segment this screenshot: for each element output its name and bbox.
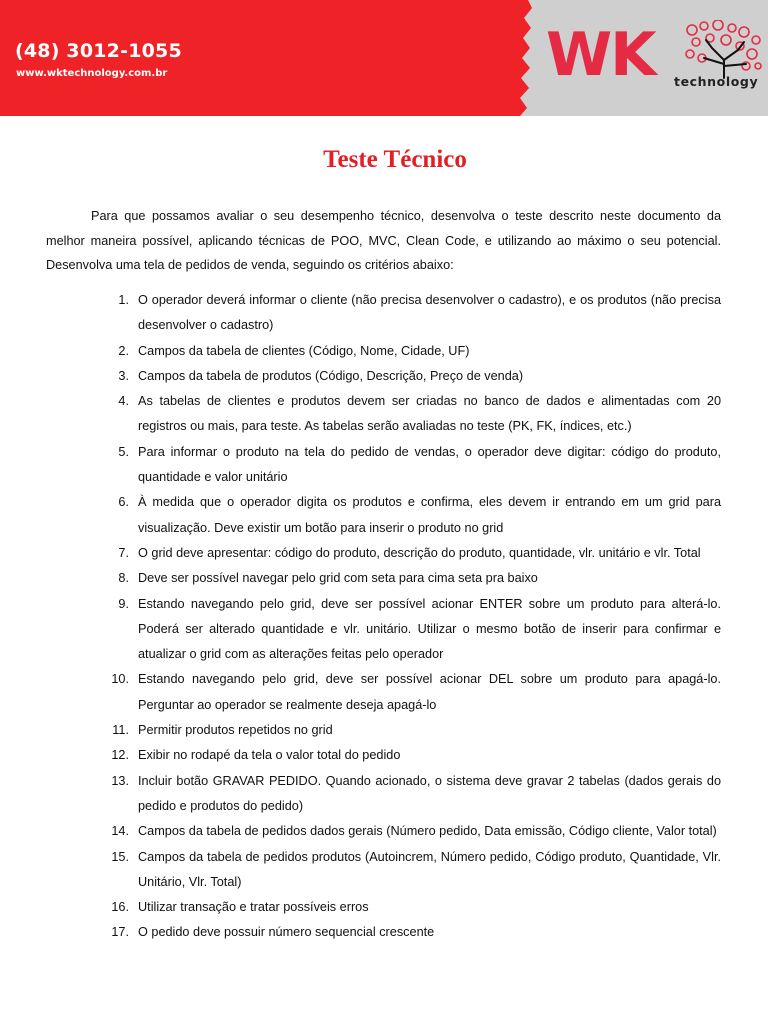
- item-number: 10.: [111, 672, 129, 687]
- item-text: O operador deverá informar o cliente (não precisa desenvolver o cadastro), e os produtos (não precisa desenvolver o cadastro): [138, 293, 721, 333]
- item-number: 9.: [118, 596, 129, 611]
- item-text: Para informar o produto na tela do pedido de vendas, o operador deve digitar: código do produto, quantidade e valor unitário: [138, 444, 721, 485]
- company-logo: [542, 20, 764, 100]
- item-number: 2.: [118, 343, 129, 358]
- document-title: Teste Técnico: [323, 146, 467, 173]
- item-text: Permitir produtos repetidos no grid: [138, 723, 333, 738]
- item-number: 5.: [118, 444, 129, 459]
- list-item: [101, 440, 721, 491]
- item-number: 3.: [118, 368, 129, 383]
- item-number: 4.: [118, 394, 129, 409]
- list-item: [101, 288, 721, 339]
- item-number: 13.: [111, 773, 129, 788]
- item-text: Utilizar transação e tratar possíveis erros: [138, 900, 369, 915]
- item-text: Campos da tabela de clientes (Código, Nome, Cidade, UF): [138, 343, 470, 358]
- list-item: [101, 490, 721, 541]
- list-item: [101, 339, 721, 364]
- item-text: O grid deve apresentar: código do produto, descrição do produto, quantidade, vlr. unitário e vlr. Total: [138, 545, 701, 560]
- item-number: 14.: [111, 824, 129, 839]
- intro-text: Para que possamos avaliar o seu desempenho técnico, desenvolva o teste descrito neste documento da melhor maneira possível, aplicando técnicas de POO, MVC, Clean Code, e utilizando ao máximo o seu potencial. Desenvolva uma tela de pedidos de venda, seguindo os critérios abaixo:: [46, 209, 721, 272]
- list-item: [101, 769, 721, 820]
- list-item: [101, 389, 721, 440]
- logo-subtitle: technology: [674, 74, 759, 89]
- item-text: Deve ser possível navegar pelo grid com seta para cima seta pra baixo: [138, 571, 538, 586]
- item-text: Campos da tabela de produtos (Código, Descrição, Preço de venda): [138, 368, 524, 383]
- list-item: [101, 920, 721, 945]
- list-item: [101, 895, 721, 920]
- item-text: À medida que o operador digita os produtos e confirma, eles devem ir entrando em um grid para visualização. Deve existir um botão para inserir o produto no grid: [138, 495, 721, 535]
- item-number: 15.: [111, 849, 129, 864]
- item-text: Incluir botão GRAVAR PEDIDO. Quando acionado, o sistema deve gravar 2 tabelas (dados gerais do pedido e produtos do pedido): [138, 773, 721, 813]
- list-item: [101, 667, 721, 718]
- item-text: Estando navegando pelo grid, deve ser possível acionar ENTER sobre um produto para alterá-lo. Poderá ser alterado quantidade e vlr. unitário. Utilizar o mesmo botão de inserir para confirmar e atualizar o grid com as alterações feitas pelo operador: [138, 596, 721, 662]
- list-item: [101, 364, 721, 389]
- item-text: As tabelas de clientes e produtos devem ser criadas no banco de dados e alimentadas com 20 registros ou mais, para teste. As tabelas serão avaliadas no teste (PK, FK, índices, etc.): [138, 394, 721, 434]
- website-link[interactable]: www.wktechnology.com.br: [16, 68, 168, 79]
- list-item: [101, 845, 721, 896]
- list-item: [101, 592, 721, 668]
- item-text: Campos da tabela de pedidos produtos (Autoincrem, Número pedido, Código produto, Quantidade, Vlr. Unitário, Vlr. Total): [138, 849, 721, 889]
- list-item: [101, 718, 721, 743]
- page-header: [0, 0, 768, 116]
- list-item: [101, 743, 721, 768]
- item-number: 11.: [112, 723, 129, 738]
- item-number: 12.: [111, 748, 129, 763]
- item-text: O pedido deve possuir número sequencial crescente: [138, 925, 435, 940]
- phone-number: (48) 3012-1055: [15, 40, 182, 62]
- list-item: [101, 541, 721, 566]
- item-text: Exibir no rodapé da tela o valor total do pedido: [138, 748, 401, 763]
- item-text: Estando navegando pelo grid, deve ser possível acionar DEL sobre um produto para apagá-lo. Perguntar ao operador se realmente deseja apagá-lo: [138, 672, 721, 712]
- item-text: Campos da tabela de pedidos dados gerais (Número pedido, Data emissão, Código cliente, Valor total): [138, 824, 717, 839]
- list-item: [101, 819, 721, 844]
- logo-wordmark: WK: [546, 20, 655, 90]
- item-number: 17.: [111, 925, 129, 940]
- item-number: 1.: [118, 293, 129, 307]
- item-number: 16.: [111, 900, 129, 915]
- list-item: [101, 566, 721, 591]
- intro-paragraph: [46, 204, 721, 278]
- requirements-list: [101, 288, 721, 946]
- item-number: 7.: [118, 545, 129, 560]
- item-number: 6.: [118, 495, 129, 510]
- tree-logo-icon: [682, 20, 764, 80]
- item-number: 8.: [118, 571, 129, 586]
